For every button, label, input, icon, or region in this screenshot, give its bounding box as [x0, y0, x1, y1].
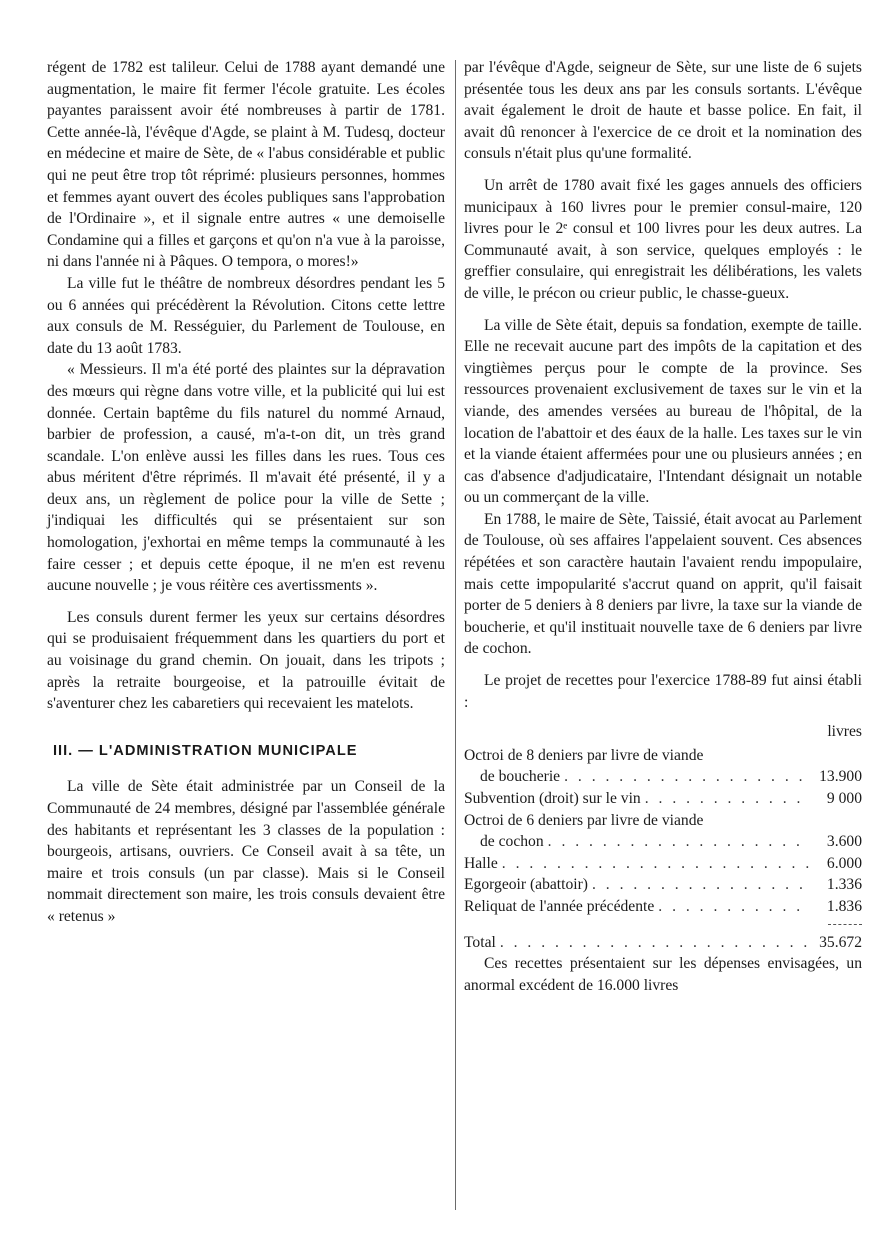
- left-column: [47, 57, 445, 928]
- budget-amount: 9 000: [826, 790, 862, 807]
- paragraph: « Messieurs. Il m'a été porté des plaintes sur la dépravation des mœurs qui règne dans votre ville, et la publicité qui lui est donnée. Certain baptême du fils naturel du nommé Arnaud, barbier de profession, a causé, m'a-t-on dit, un très grand scandale. L'on enlève aussi les filles dans les rues. Tous ces abus méritent d'être réprimés. Il m'avait été présenté, il y a deux ans, un règlement de police pour la ville de Sette ; j'indiquai les difficultés qui se présentaient sur son homologation, j'exhortai en même temps la communauté à les faire cesser ; et depuis cette époque, il ne m'en est revenu aucune nouvelle ; je vous réitère ces avertissments ».: [47, 361, 445, 595]
- budget-row: [464, 766, 862, 788]
- leader-dots: [641, 788, 810, 810]
- leader-dots: [654, 896, 810, 918]
- budget-label: Egorgeoir (abattoir): [464, 876, 588, 894]
- budget-category: Octroi de 8 deniers par livre de viande: [464, 746, 704, 764]
- budget-amount: 13.900: [819, 768, 862, 786]
- section-heading: III. — L'ADMINISTRATION MUNICIPALE: [53, 742, 358, 759]
- leader-dots: [588, 874, 810, 896]
- column-divider: [455, 60, 456, 1210]
- budget-row: [464, 853, 862, 875]
- budget-category: Octroi de 6 deniers par livre de viande: [464, 811, 704, 829]
- budget-label: de boucherie: [480, 768, 561, 786]
- paragraph: Le projet de recettes pour l'exercice 1788-89 fut ainsi établi :: [464, 672, 862, 711]
- paragraph: Les consuls durent fermer les yeux sur certains désordres qui se produisaient fréquemment dans les quartiers du port et au voisinage du grand chemin. On jouait, dans les tripots ; après la retraite bourgeoise, et la patrouille évitait de s'aventurer chez les cabaretiers qui recevaient les matelots.: [47, 608, 445, 713]
- paragraph: par l'évêque d'Agde, seigneur de Sète, sur une liste de 6 sujets présentée tous les deux ans par les consuls sortants. L'évêque avait également le droit de haute et basse police. En fait, il avait dû renoncer à l'exercice de ce droit et la nomination des consuls n'était plus qu'une formalité.: [464, 59, 862, 163]
- budget-total-amount: 35.672: [819, 933, 862, 951]
- budget-total-row: [464, 932, 862, 954]
- budget-table: [464, 745, 862, 953]
- paragraph: Ces recettes présentaient sur les dépenses envisagées, un anormal excédent de 16.000 livres: [464, 955, 862, 994]
- budget-row: [464, 788, 862, 810]
- budget-row: [464, 896, 862, 918]
- budget-amount: 1.836: [826, 897, 862, 915]
- paragraph: La ville de Sète était administrée par un Conseil de la Communauté de 24 membres, désigné par l'assemblée générale des habitants et représentant les 3 classes de la population : bourgeois, artisans, ouvriers. Ce Conseil avait à sa tête, un maire et trois consuls (un par classe). Mais si le Conseil nommait directement son maire, les trois consuls devaient être « retenus »: [47, 778, 445, 925]
- budget-label: Subvention (droit) sur le vin: [464, 790, 641, 807]
- budget-label: Halle: [464, 854, 498, 872]
- budget-label: de cochon: [480, 833, 544, 851]
- total-rule: [464, 918, 862, 932]
- paragraph: En 1788, le maire de Sète, Taissié, était avocat au Parlement de Toulouse, où ses affaires l'appelaient souvent. Ces absences répétées et son caractère hautain l'avaient rendu impopulaire, mais cette impopularité s'accrut quand on apprit, qu'il faisait porter de 5 deniers à 8 deniers par livre, la taxe sur la viande de boucherie, et qu'il instituait nouvelle taxe de 6 deniers par livre de cochon.: [464, 510, 862, 658]
- paragraph: La ville de Sète était, depuis sa fondation, exempte de taille. Elle ne recevait aucune part des impôts de la capitation et des vingtièmes perçus pour le compte de la province. Ses ressources provenaient exclusivement de taxes sur le vin et la viande, des amendes versées au bureau de l'hôpital, de la location de l'abattoir et des éaux de la halle. Les taxes sur le vin et la viande étaient affermées pour une ou plusieurs années ; en cas d'absence d'adjudicataire, l'Intendant désignait un notable ou un commerçant de la ville.: [464, 316, 862, 507]
- budget-row: [464, 874, 862, 896]
- paragraph: La ville fut le théâtre de nombreux désordres pendant les 5 ou 6 années qui précédèrent la Révolution. Citons cette lettre aux consuls de M. Rességuier, du Parlement de Toulouse, en date du 13 août 1783.: [47, 274, 445, 357]
- budget-label: Reliquat de l'année précédente: [464, 897, 655, 915]
- leader-dots: [544, 831, 810, 853]
- paragraph: régent de 1782 est talileur. Celui de 1788 ayant demandé une augmentation, le maire fit fermer l'école gratuite. Les écoles payantes paraissent avoir été nombreuses à partir de 1781. Cette année-là, l'évêque d'Agde, se plaint à M. Tudesq, docteur en médecine et maire de Sète, de « l'abus considérable et public qui ne peut être trop tôt réprimé: plusieurs personnes, hommes et femmes ayant ouvert des écoles publiques sans l'approbation de l'Ordinaire », et il signale entre autres « une demoiselle Condamine qui a filles et garçons et qu'on n'a vue à la paroisse, ni dans l'année ni à Pâques. O tempora, o mores!»: [47, 59, 445, 271]
- budget-amount: 3.600: [826, 833, 862, 851]
- leader-dots: [560, 766, 810, 788]
- right-column: [464, 57, 862, 996]
- budget-total-label: Total: [464, 933, 496, 951]
- paragraph: Un arrêt de 1780 avait fixé les gages annuels des officiers municipaux à 160 livres pour le premier consul-maire, 120 livres pour le 2ᵉ consul et 100 livres pour les deux autres. La Communauté avait, à son service, quelques employés : le greffier consulaire, qui enregistrait les délibérations, les valets de ville, le précon ou crieur public, le chasse-gueux.: [464, 176, 862, 302]
- budget-row: [464, 831, 862, 853]
- leader-dots: [498, 853, 810, 875]
- budget-amount: 1.336: [826, 876, 862, 894]
- budget-amount: 6.000: [826, 854, 862, 872]
- leader-dots: [496, 932, 810, 954]
- budget-unit-header: livres: [827, 723, 862, 741]
